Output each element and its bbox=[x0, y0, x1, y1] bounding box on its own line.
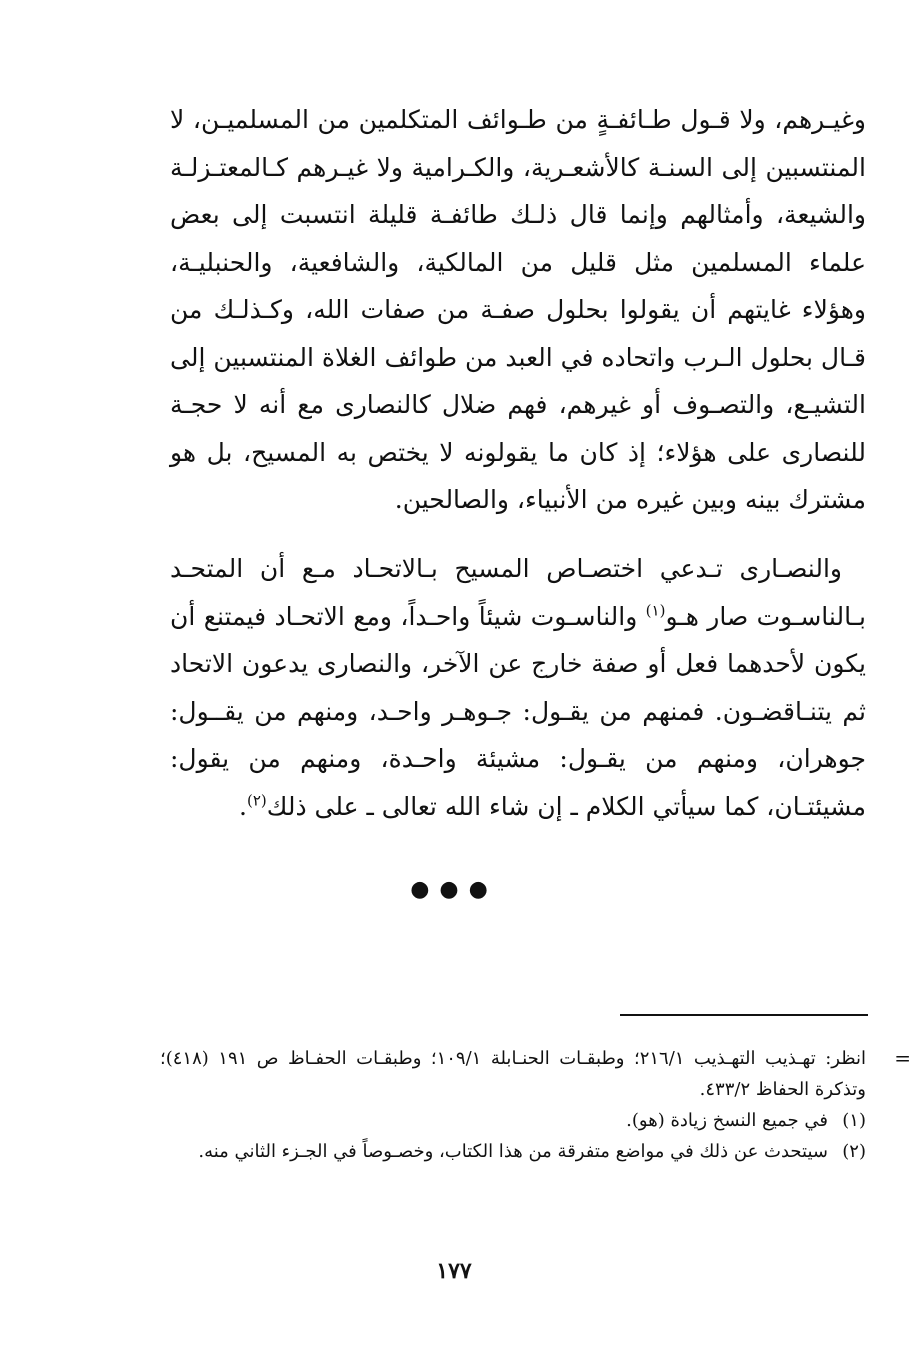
footnote-2-mark: (٢) bbox=[842, 1141, 866, 1162]
footnote-1-text: في جميع النسخ زيادة (هو). bbox=[626, 1110, 828, 1131]
footnote-separator bbox=[620, 1014, 868, 1016]
footnote-1-mark: (١) bbox=[842, 1110, 866, 1131]
footnote-1 bbox=[160, 1105, 866, 1136]
footnote-continuation bbox=[160, 1043, 911, 1105]
footnote-ref-2[interactable]: (٢) bbox=[247, 791, 267, 810]
footnote-ref-1[interactable]: (١) bbox=[645, 601, 666, 620]
section-divider-dots: ●●● bbox=[410, 877, 498, 902]
paragraph-2-part-1: والنصـارى تـدعي اختصـاص المسيح بـالاتحـاد مـع أن المتحـد بـالناسـوت صار هـو bbox=[170, 554, 866, 631]
body-paragraph-2 bbox=[170, 545, 866, 830]
page-number: ١٧٧ bbox=[436, 1258, 472, 1284]
footnote-continuation-text: انظر: تهـذيب التهـذيب ٢١٦/١؛ وطبقـات الحنـابلة ١٠٩/١؛ وطبقـات الحفـاظ ص ١٩١ (٤١٨)؛ وتذكرة الحفاظ ٤٣٣/٢. bbox=[160, 1048, 866, 1100]
paragraph-2-end: . bbox=[239, 791, 247, 821]
footnote-2 bbox=[160, 1136, 866, 1167]
continuation-mark: = bbox=[894, 1046, 911, 1070]
footnotes bbox=[160, 1043, 911, 1167]
footnote-2-text: سيتحدث عن ذلك في مواضع متفرقة من هذا الكتاب، وخصـوصاً في الجـزء الثاني منه. bbox=[198, 1141, 828, 1162]
body-paragraph-1: وغيـرهم، ولا قـول طـائفـةٍ من طـوائف المتكلمين من المسلميـن، لا المنتسبين إلى السنـة كالأشعـرية، والكـرامية ولا غيـرهم كـالمعتـزلـة والشيعة، وأمثالهم وإنما قال ذلـك طائفـة قليلة انتسبت إلى بعض علماء المسلمين مثل قليل من المالكية، والشافعية، والحنبليـة، وهؤلاء غايتهم أن يقولوا بحلول صفـة من صفات الله، وكـذلـك من قـال بحلول الـرب واتحاده في العبد من طوائف الغلاة المنتسبين إلى التشيـع، والتصـوف أو غيرهم، فهم ضلال كالنصارى مع أنه لا حجـة للنصارى على هؤلاء؛ إذ كان ما يقولونه لا يختص به المسيح، بل هو مشترك بينه وبين غيره من الأنبياء، والصالحين. bbox=[170, 105, 866, 514]
paragraph-2-part-2: والناسـوت شيئاً واحـداً، ومع الاتحـاد فيمتنع أن يكون لأحدهما فعل أو صفة خارج عن الآخر، والنصارى يدعون الاتحاد ثم يتنـاقضـون. فمنهم من يقـول: جـوهـر واحـد، ومنهم من يقــول: جوهران، ومنهم من يقـول: مشيئة واحـدة، ومنهم من يقول: مشيئتـان، كما سيأتي الكلام ـ إن شاء الله تعالى ـ على ذلك bbox=[170, 601, 866, 821]
